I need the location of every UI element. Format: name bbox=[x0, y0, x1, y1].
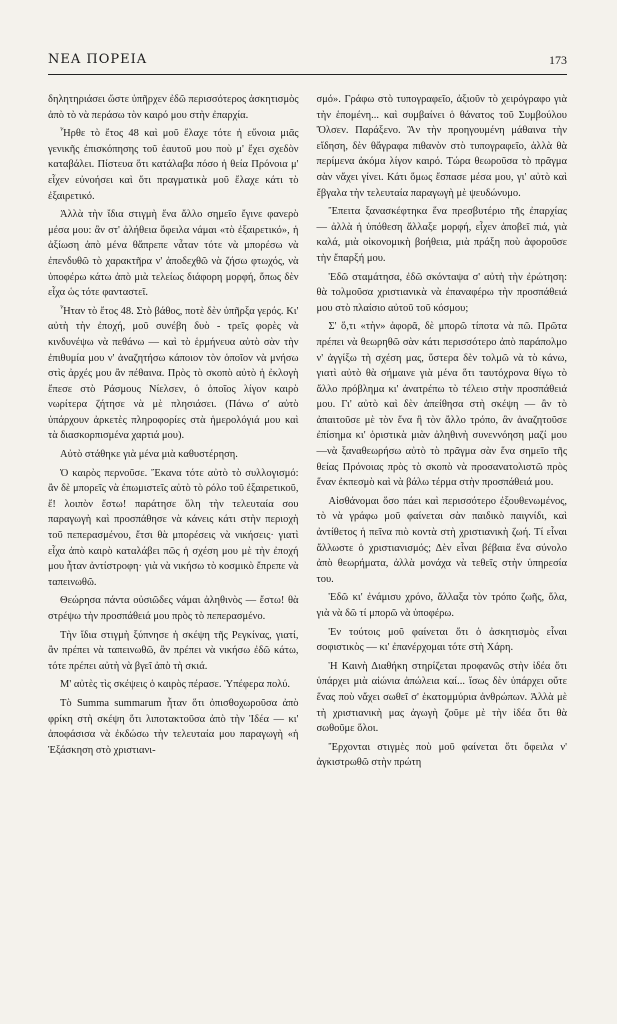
paragraph: Ἔρχονται στιγμὲς ποὺ μοῦ φαίνεται ὅτι ὄφειλα ν' ἀγκιστρωθῶ στὴν πρώτη bbox=[316, 741, 567, 769]
paragraph: Θεώρησα πάντα οὐσιῶδες νάμαι ἀληθινὸς — ἔστω! θὰ στρέψω τὴν προσπάθειά μου πρὸς τὸ πεπερασμένο. bbox=[48, 595, 299, 622]
paragraph: Ἡ Καινὴ Διαθήκη στηρίζεται προφανῶς στὴν ἰδέα ὅτι ὑπάρχει μιὰ αἰώνια ἀπώλεια καί... ἴσως δὲν ὑπάρχει οὔτε ἕνας ποὺ νἄχει σωθεῖ σ' ἑκατομμύρια ἀνθρώπων. Ἀλλὰ μὲ τὴ χριστιανικὴ μας ἀγωγὴ ζοῦμε μὲ τὴν ἰδέα ὅτι θὰ σωθοῦμε ὅλοι. bbox=[316, 660, 567, 735]
paragraph: Ἦταν τὸ ἔτος 48. Στὸ βάθος, ποτὲ δὲν ὑπῆρξα γερός. Κι' αὐτὴ τὴν ἐποχή, μοῦ συνέβη δυὸ - τρεῖς φορὲς νὰ κινδυνέψω νὰ πεθάνω — καὶ τὸ ἑρμήνευα αὐτὸ σὰν τὴν ἐπιθυμία μου ν' ἀναζητήσω κάποιον τὸν ὁποῖον νὰ μνήσω στὶς ἀρχές μου ἂν πέθαινα. Πρὸς τὸ σκοπὸ αὐτὸ ἡ ἐκλογὴ ἔπεσε στὸ Ράσμους Νίελσεν, ὁ ὁποῖος λίγον καιρὸ νωρίτερα ζήτησε νὰ μὲ πλησιάσει. (Πάνω σ' αὐτὸ ὑπάρχουν ἀρκετὲς πληροφορίες στὰ ἡμερολόγιά μου καὶ τὰ διασκορπισμένα χαρτιά μου). bbox=[48, 305, 299, 442]
journal-title: ΝΕΑ ΠΟΡΕΙΑ bbox=[48, 52, 148, 67]
paragraph: Τὸ Summa summarum ἦταν ὅτι ὀπισθοχωροῦσα ἀπὸ φρίκη στὴ σκέψη ὅτι λιποτακτοῦσα ἀπὸ τὴν Ἰδέα — κι' ἀποφάσισα νὰ ἐκδώσω τὴν τελευταία μου παραγωγὴ «ἡ Ἐξάσκηση στὸ χριστιανι- bbox=[48, 697, 299, 756]
paragraph: Σ' ὅ,τι «τὴν» ἀφορᾶ, δὲ μπορῶ τίποτα νὰ πῶ. Πρῶτα πρέπει νὰ θεωρηθῶ σὰν κάτι περισσότερο ἀπὸ παράπολμο ν' ἀγγίξω τὴ σχέση μας, ὕστερα δὲν τολμῶ νὰ τὸ κάνω, γιατὶ αὐτὸ θὰ σήμαινε γιὰ μένα ὅτι ταυτόχρονα θίγω τὸ ἄλλο πρόβλημα κι' ἀνατρέπω τὸ τέλειο στὴν προσπάθειά μου. Γι' αὐτὸ καὶ δὲν ἀπείθησα στὴ σκέψη — ἂν τὸ ἀπαιτοῦσε μὲ τὸν ἕνα ἢ τὸν ἄλλο τρόπο, ἂν ἀναζητοῦσε ἐπίσημα κι' ὁριστικὰ μιὰν ἀληθινὴ συνεννόηση μαζί μου —νὰ ξαναθεωρήσω αὐτὸ τὸ πρᾶγμα σὰν ἕνα σημεῖο τῆς θείας Πρόνοιας πρὸς τὸ σκοπὸ νὰ προσανατολιστῶ πρὸς ἕναν ἐκπεσμὸ καὶ νὰ βάλω τέρμα στὴν προσπάθειά μου. bbox=[316, 321, 567, 489]
paragraph: Μ' αὐτὲς τὶς σκέψεις ὁ καιρὸς πέρασε. Ὑπέφερα πολύ. bbox=[60, 679, 291, 691]
right-column bbox=[317, 92, 568, 996]
page-header bbox=[48, 50, 567, 75]
left-column bbox=[48, 92, 299, 996]
paragraph: Τὴν ἴδια στιγμὴ ξύπνησε ἡ σκέψη τῆς Ρεγκίνας, γιατί, ἂν πρέπει νὰ ταπεινωθῶ, ἂν πρέπει νὰ νικήσω ἐδῶ κάτω, τότε πρέπει αὐτὴ νὰ βγεῖ ἀπὸ τὴ σκιά. bbox=[48, 629, 299, 672]
paragraph: Αὐτὸ στάθηκε γιὰ μένα μιὰ καθυστέρηση. bbox=[60, 449, 238, 461]
paragraph: Ἦρθε τὸ ἔτος 48 καὶ μοῦ ἔλαχε τότε ἡ εὔνοια μιᾶς γενικῆς ἐπισκόπησης τοῦ ἑαυτοῦ μου ποὺ μ' ἔχει σχεδὸν καταβάλει. Πίστευα ὅτι κατάλαβα πόσο ἡ θεία Πρόνοια μ' εἶχεν εὐνοήσει καὶ ὅτι πραγματικὰ μοῦ ἔλαχε κάτι τὸ ἐξαιρετικό. bbox=[48, 128, 299, 202]
paragraph: Ὁ καιρὸς περνοῦσε. Ἔκανα τότε αὐτὸ τὸ συλλογισμό: ἂν δὲ μπορεῖς νὰ ἐπωμιστεῖς αὐτὸ τὸ ρόλο τοῦ ἐξαιρετικοῦ, ἔ! λοιπὸν ἔστω! παράτησε ὅλη τὴν τελευταία σου παραγωγὴ καὶ προσπάθησε νὰ κάνεις κάτι στὴν περιοχὴ τοῦ πεπερασμένου, ἔτσι θὰ μπορέσεις νὰ νικήσεις· γιατὶ εἶχα ἀπὸ καιρὸ καταλάβει πῶς ἡ σχέση μου μὲ τὴν ἐποχή μου ἦταν ἀντίστροφη· γιὰ νὰ νικήσω τὸ κοσμικὸ ἔπρεπε νὰ ταπεινωθῶ. bbox=[48, 467, 299, 588]
paragraph: Αἰσθάνομαι ὅσο πάει καὶ περισσότερο ἐξουθενωμένος, τὸ νὰ γράφω μοῦ φαίνεται σὰν παιδικὸ παιγνίδι, καὶ ἀντίθετος ἡ πεῖνα πιὸ κοντὰ στὴ χριστιανικὴ ζωή. Τί εἶναι ἄλλωστε ὁ χριστιανισμός; Δὲν εἶναι βέβαια ἕνα σύνολο ἀπὸ θεωρήματα, ἀλλὰ μονάχα νὰ τεθεῖς στὴν ὑπηρεσία του. bbox=[316, 495, 567, 585]
page-number: 173 bbox=[549, 53, 567, 67]
paragraph: Ἐδῶ σταμάτησα, ἐδῶ σκόνταψα σ' αὐτὴ τὴν ἐρώτηση: θὰ τολμοῦσα χριστιανικὰ νὰ ἐπαναφέρω τὴν προσπάθειά μου στὸ πλαίσιο αὐτοῦ τοῦ κόσμου; bbox=[316, 271, 567, 314]
text-columns bbox=[48, 92, 567, 996]
paragraph: δηλητηριάσει ὥστε ὑπῆρχεν ἐδῶ περισσότερος ἀσκητισμὸς ἀπὸ τὸ νὰ περάσω τὸν καιρό μου στὴν ἐπαρχία. bbox=[48, 94, 299, 121]
paragraph: Ἐν τούτοις μοῦ φαίνεται ὅτι ὁ ἀσκητισμὸς εἶναι σοφιστικὸς — κι' ἐπανέρχομαι τότε στὴ Χάρη. bbox=[316, 626, 567, 654]
paragraph: Ἐδῶ κι' ἐνάμισυ χρόνο, ἄλλαξα τὸν τρόπο ζωῆς, ὅλα, γιὰ νὰ δῶ τί μπορῶ νὰ ὑποφέρω. bbox=[316, 592, 567, 619]
paragraph: Ἔπειτα ξανασκέφτηκα ἕνα πρεσβυτέριο τῆς ἐπαρχίας — ἀλλὰ ἡ ὑπόθεση ἄλλαξε μορφή, εἶχεν ἀποβεῖ πιά, γιὰ καλά, μιὰ οἰκονομικὴ βοήθεια, μιὰ πράξη ποὺ ἀφοροῦσε τὴν ἔπαρξή μου. bbox=[316, 206, 567, 264]
paragraph: σμό». Γράφω στὸ τυπογραφεῖο, ἀξιοῦν τὸ χειρόγραφο γιὰ τὴν ἑπομένη... καὶ συμβαίνει ὁ θάνατος τοῦ Συμβούλου Ὄλσεν. Παράξενο. Ἂν τὴν προηγουμένη μάθαινα τὴν εἴδηση, δὲν θἄγραφα πιθανὸν στὸ τυπογραφεῖο, ἀλλὰ θὰ περίμενα ἀκόμα λίγον καιρό. Τώρα θεωροῦσα τὸ πρᾶγμα σὰν νἄχει γίνει. Κάτι ὅμως ἔσπασε μέσα μου, γι' αὐτὸ καὶ ἔβγαλα τὴν τελευταία παραγωγὴ μὲ ψευδώνυμο. bbox=[316, 94, 567, 199]
paragraph: Ἀλλὰ τὴν ἴδια στιγμὴ ἕνα ἄλλο σημεῖο ἔγινε φανερὸ μέσα μου: ἂν στ' ἀλήθεια ὄφειλα νάμαι «τὸ ἐξαιρετικό», ἡ ἀξίωση ἀπὸ μένα θἄπρεπε νἆταν τότε νὰ μπορέσω νὰ ἐπενδυθῶ τὸ χαρακτῆρα ν' ἀποδεχθῶ νὰ ζήσω φτωχός, νὰ ὑποφέρω κάτω ἀπὸ μιὰ τελείως διάφορη μορφή, ὅπως δὲν εἶχα ὡς τότε φανταστεῖ. bbox=[48, 209, 299, 299]
